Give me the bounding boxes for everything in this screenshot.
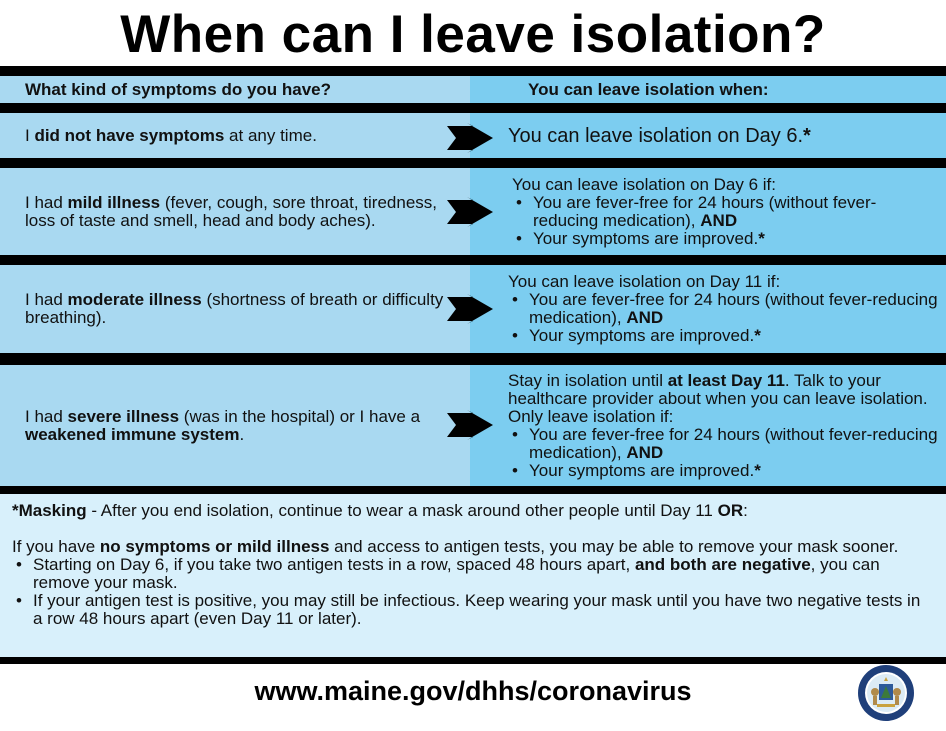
divider <box>0 66 946 76</box>
list-item: • Your symptoms are improved.* <box>508 462 940 480</box>
list-item: • You are fever-free for 24 hours (without fever-reducing medication), AND <box>508 426 940 462</box>
guidance-cell <box>470 168 946 255</box>
divider <box>0 486 946 494</box>
symptom-cell: I had moderate illness (shortness of breath or difficulty breathing). <box>0 265 470 353</box>
list-item: • Your symptoms are improved.* <box>512 230 940 248</box>
header-leave-when: You can leave isolation when: <box>470 76 946 103</box>
list-item: • You are fever-free for 24 hours (without fever-reducing medication), AND <box>512 194 940 230</box>
guidance-intro: You can leave isolation on Day 11 if: <box>508 272 781 291</box>
divider <box>0 353 946 365</box>
masking-intro: *Masking - After you end isolation, continue to wear a mask around other people until Day 11 OR: <box>12 501 748 520</box>
divider <box>0 657 946 664</box>
divider <box>0 158 946 168</box>
divider <box>0 255 946 265</box>
footer-url: www.maine.gov/dhhs/coronavirus <box>254 676 692 706</box>
arrow-right-icon <box>447 197 493 227</box>
row-severe-illness <box>0 365 946 486</box>
guidance-cell <box>470 265 946 353</box>
maine-dhhs-seal-icon <box>857 664 915 722</box>
header-symptoms: What kind of symptoms do you have? <box>0 76 470 103</box>
list-item: • If your antigen test is positive, you may still be infectious. Keep wearing your mask until you have two negative tests in a row 48 hours apart (even Day 11 or later). <box>12 592 934 628</box>
page-title: When can I leave isolation? <box>120 5 826 64</box>
symptom-cell: I had mild illness (fever, cough, sore throat, tiredness, loss of taste and smell, head and body aches). <box>0 168 470 255</box>
row-moderate-illness <box>0 265 946 353</box>
arrow-right-icon <box>447 410 493 440</box>
arrow-right-icon <box>447 123 493 153</box>
arrow-right-icon <box>447 294 493 324</box>
masking-section <box>0 494 946 657</box>
divider <box>0 103 946 113</box>
row-no-symptoms <box>0 113 946 158</box>
symptom-cell: I had severe illness (was in the hospital) or I have a weakened immune system. <box>0 365 470 486</box>
masking-paragraph: If you have no symptoms or mild illness and access to antigen tests, you may be able to remove your mask sooner. <box>12 537 899 556</box>
guidance-cell <box>470 365 946 486</box>
row-mild-illness <box>0 168 946 255</box>
guidance-cell: You can leave isolation on Day 6.* <box>470 113 946 158</box>
guidance-intro: Stay in isolation until at least Day 11. Talk to your healthcare provider about when you can leave isolation. Only leave isolation if: <box>508 370 928 426</box>
guidance-intro: You can leave isolation on Day 6 if: <box>512 174 776 194</box>
list-item: • You are fever-free for 24 hours (without fever-reducing medication), AND <box>508 291 940 327</box>
list-item: • Starting on Day 6, if you take two antigen tests in a row, spaced 48 hours apart, and both are negative, you can remove your mask. <box>12 556 934 592</box>
symptom-cell: I did not have symptoms at any time. <box>0 113 470 158</box>
list-item: • Your symptoms are improved.* <box>508 327 940 345</box>
